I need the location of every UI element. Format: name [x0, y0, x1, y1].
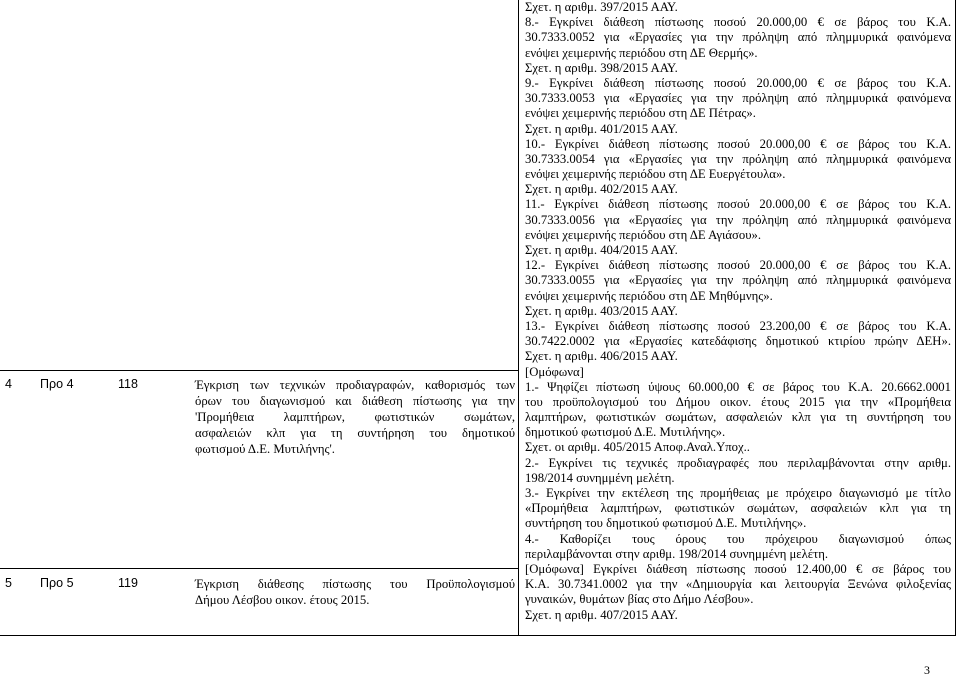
decision-line: 30.7333.0052 για «Εργασίες για την πρόληψη από πλημμυρικά φαινόμενα — [525, 30, 951, 45]
row-number: 4 — [5, 377, 12, 391]
subject-line: 'Προμήθεια λαμπτήρων, φωτιστικών σωμάτων, — [195, 410, 515, 424]
row-ref: Προ 5 — [40, 576, 74, 590]
decision-line: Σχετ. οι αριθμ. 405/2015 Αποφ.Αναλ.Υποχ.. — [525, 440, 750, 455]
decision-line: Κ.Α. 30.7341.0002 για την «Δημιουργία και λειτουργία Ξενώνα φιλοξενίας — [525, 577, 951, 592]
decision-line: λαμπτήρων, φωτιστικών σωμάτων, ασφαλειών κλπ για τη συντήρηση του — [525, 410, 951, 425]
decision-line: 13.- Εγκρίνει διάθεση πίστωσης ποσού 23.200,00 € σε βάρος του Κ.Α. — [525, 318, 951, 333]
subject-line: ασφαλειών κλπ για τη συντήρηση του δημοτικού — [195, 426, 515, 440]
decision-line: ενόψει χειμερινής περιόδου στη ΔΕ Αγιάσου». — [525, 227, 762, 242]
page-number: 3 — [924, 663, 930, 677]
row-divider — [0, 568, 518, 569]
decision-line: 30.7333.0055 για «Εργασίες για την πρόληψη από πλημμυρικά φαινόμενα — [525, 273, 951, 288]
decision-line: 10.- Εγκρίνει διάθεση πίστωσης ποσού 20.000,00 € σε βάρος του Κ.Α. — [525, 136, 951, 151]
decision-line: δημοτικού φωτισμού Δ.Ε. Μυτιλήνης». — [525, 425, 726, 440]
decision-line: Σχετ. η αριθμ. 398/2015 ΑΑΥ. — [525, 60, 678, 75]
decision-line: ενόψει χειμερινής περιόδου στη ΔΕ Πέτρας». — [525, 106, 756, 121]
decision-line: 2.- Εγκρίνει τις τεχνικές προδιαγραφές που περιλαμβάνονται στην αριθμ. — [525, 455, 951, 470]
row-divider — [0, 370, 518, 371]
decision-line: 8.- Εγκρίνει διάθεση πίστωσης ποσού 20.000,00 € σε βάρος του Κ.Α. — [525, 15, 951, 30]
decision-line: 30.7333.0054 για «Εργασίες για την πρόληψη από πλημμυρικά φαινόμενα — [525, 151, 951, 166]
row-number: 5 — [5, 576, 12, 590]
decision-line: Σχετ. η αριθμ. 407/2015 ΑΑΥ. — [525, 607, 678, 622]
decision-line: περιλαμβάνονται στην αριθμ. 198/2014 συνημμένη μελέτη. — [525, 546, 829, 561]
decision-line: συντήρηση του δημοτικού φωτισμού Δ.Ε. Μυτιλήνης». — [525, 516, 807, 531]
subject-line: Έγκριση διάθεσης πίστωσης του Προϋπολογισμού — [195, 577, 515, 591]
decision-line: Σχετ. η αριθμ. 397/2015 ΑΑΥ. — [525, 0, 678, 14]
column-divider — [518, 0, 519, 636]
decision-line: 11.- Εγκρίνει διάθεση πίστωσης ποσού 20.000,00 € σε βάρος του Κ.Α. — [525, 197, 951, 212]
decision-line: «Προμήθεια λαμπτήρων, φωτιστικών σωμάτων, ασφαλειών κλπ για τη — [525, 501, 951, 516]
decision-line: 198/2014 συνημμένη μελέτη. — [525, 470, 675, 485]
subject-line: Έγκριση των τεχνικών προδιαγραφών, καθορισμός των — [195, 378, 515, 392]
row-doc-number: 119 — [118, 576, 138, 590]
row-subject — [195, 377, 515, 457]
row-ref: Προ 4 — [40, 377, 74, 391]
decision-line: 9.- Εγκρίνει διάθεση πίστωσης ποσού 20.000,00 € σε βάρος του Κ.Α. — [525, 75, 951, 90]
decision-line: Σχετ. η αριθμ. 404/2015 ΑΑΥ. — [525, 243, 678, 257]
decision-line: [Ομόφωνα] Εγκρίνει διάθεση πίστωσης ποσού 12.400,00 € σε βάρος του — [525, 561, 951, 576]
decision-line: γυναικών, θυμάτων βίας στο Δήμο Λέσβου». — [525, 592, 754, 607]
decision-line: [Ομόφωνα] — [525, 364, 584, 379]
decision-line: 12.- Εγκρίνει διάθεση πίστωσης ποσού 20.000,00 € σε βάρος του Κ.Α. — [525, 258, 951, 273]
decision-text — [525, 0, 951, 623]
decision-line: Σχετ. η αριθμ. 406/2015 ΑΑΥ. — [525, 349, 678, 364]
subject-line: όρων του διαγωνισμού και διάθεση πίστωσης για την — [195, 394, 515, 408]
row-subject — [195, 576, 515, 608]
row-doc-number: 118 — [118, 377, 138, 391]
decision-line: ενόψει χειμερινής περιόδου στη ΔΕ Ευεργέτουλα». — [525, 167, 786, 182]
decision-line: 30.7333.0053 για «Εργασίες για την πρόληψη από πλημμυρικά φαινόμενα — [525, 91, 951, 106]
decision-line: Σχετ. η αριθμ. 402/2015 ΑΑΥ. — [525, 182, 678, 197]
subject-line: φωτισμού Δ.Ε. Μυτιλήνης'. — [195, 442, 335, 456]
decision-line: 30.7422.0002 για «Εργασίες κατεδάφισης δημοτικού κτιρίου πρώην ΔΕΗ». — [525, 334, 951, 349]
decision-line: 4.- Καθορίζει τους όρους του πρόχειρου διαγωνισμού όπως — [525, 531, 951, 546]
decision-line: 3.- Εγκρίνει την εκτέλεση της προμήθειας με πρόχειρο διαγωνισμό με τίτλο — [525, 486, 951, 500]
decision-line: ενόψει χειμερινής περιόδου στη ΔΕ Μηθύμνης». — [525, 288, 773, 303]
subject-line: Δήμου Λέσβου οικον. έτους 2015. — [195, 593, 370, 607]
decision-line: ενόψει χειμερινής περιόδου στη ΔΕ Θερμής». — [525, 45, 758, 60]
decision-line: 1.- Ψηφίζει πίστωση ύψους 60.000,00 € σε βάρος του Κ.Α. 20.6662.0001 — [525, 379, 951, 394]
decision-line: Σχετ. η αριθμ. 403/2015 ΑΑΥ. — [525, 303, 678, 318]
decision-line: Σχετ. η αριθμ. 401/2015 ΑΑΥ. — [525, 121, 678, 136]
decision-line: 30.7333.0056 για «Εργασίες για την πρόληψη από πλημμυρικά φαινόμενα — [525, 212, 951, 227]
decision-line: του προϋπολογισμού του Δήμου οικον. έτους 2015 για την «Προμήθεια — [525, 394, 951, 409]
